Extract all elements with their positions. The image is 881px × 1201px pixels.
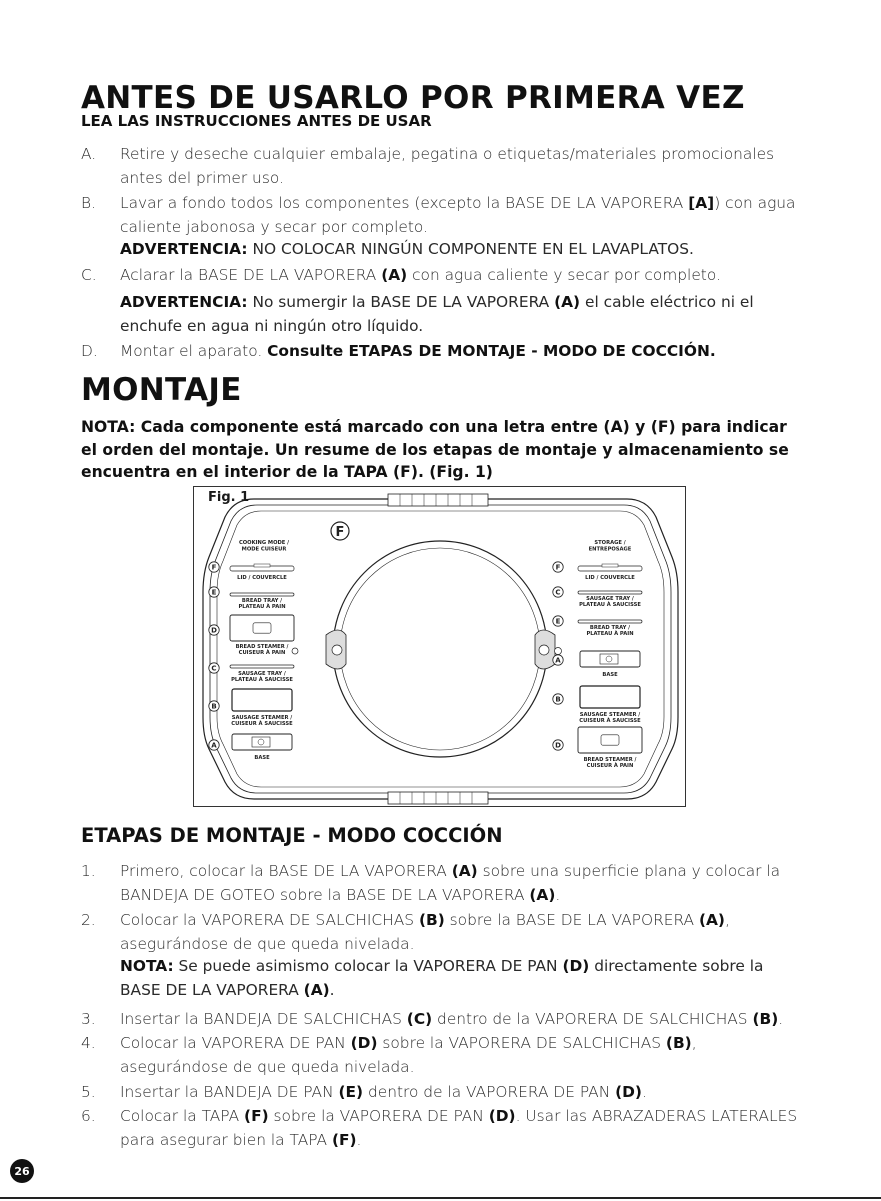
left-bread-tray-label: PLATEAU À PAIN: [238, 604, 286, 610]
left-sausage-tray-label: SAUSAGE TRAY /: [238, 671, 286, 677]
warning-immersion: ADVERTENCIA: No sumergir la BASE DE LA VAPORERA (A) el cable eléctrico ni el enchufe en agua ni ningún otro líquido.: [120, 293, 754, 335]
step-number: 2.: [81, 911, 96, 929]
letter-badge-text: C: [555, 588, 561, 597]
letter-badge-text: D: [211, 626, 217, 635]
letter-badge-text: E: [555, 617, 561, 626]
montaje-note: NOTA: Cada componente está marcado con una letra entre (A) y (F) para indicar el orden del montaje. Un resume de los etapas de montaje y almacenamiento se encuentra en el interior de la TAPA (F). (Fig. 1): [81, 418, 789, 481]
right-sausage-steamer-label: SAUSAGE STEAMER /: [579, 712, 641, 718]
small-circle: [292, 648, 298, 654]
montaje-title: MONTAJE: [81, 372, 242, 408]
left-sausage-steamer-label: SAUSAGE STEAMER /: [231, 715, 293, 721]
power-icon: [606, 656, 612, 662]
step-note: NOTA: Se puede asimismo colocar la VAPORERA DE PAN (D) directamente sobre la BASE DE LA VAPORERA (A).: [120, 957, 764, 999]
lid-handle: [254, 564, 270, 567]
warning-dishwasher: ADVERTENCIA: NO COLOCAR NINGÚN COMPONENTE EN EL LAVAPLATOS.: [120, 240, 694, 258]
right-sausage-steamer-label: CUISEUR À SAUCISSE: [579, 718, 641, 724]
assembly-diagram: [194, 487, 687, 808]
small-circle: [555, 648, 562, 655]
step-number: 5.: [81, 1083, 96, 1101]
left-sausage-steamer-label: CUISEUR À SAUCISSE: [231, 721, 293, 727]
lid-handle: [602, 564, 618, 567]
left-column-title: MODE CUISEUR: [241, 546, 287, 553]
right-base-label: BASE: [602, 672, 618, 678]
letter-badge-text: D: [555, 741, 561, 750]
step-text: Colocar la VAPORERA DE SALCHICHAS (B) sobre la BASE DE LA VAPORERA (A), asegurándose de que queda nivelada.: [120, 911, 730, 953]
assembly-step-1: [81, 860, 801, 907]
steamer-window: [601, 735, 619, 745]
left-sausage-tray-label: PLATEAU À SAUCISSE: [231, 677, 293, 683]
center-letter: F: [335, 525, 345, 540]
letter-badge-text: B: [211, 702, 217, 711]
letter-badge-text: A: [211, 741, 217, 750]
right-bread-steamer-label: CUISEUR À PAIN: [586, 763, 634, 769]
assembly-step-5: [81, 1081, 801, 1105]
page-title: ANTES DE USARLO POR PRIMERA VEZ: [81, 80, 745, 116]
power-icon: [258, 739, 264, 745]
bottom-rule: [0, 1197, 881, 1199]
assembly-figure: [193, 486, 686, 807]
letter-badge-text: C: [211, 664, 217, 673]
step-number: 4.: [81, 1034, 96, 1052]
letter-badge-text: F: [211, 563, 217, 572]
letter-badge-text: E: [211, 588, 217, 597]
right-sausage-tray-label: SAUSAGE TRAY /: [586, 596, 634, 602]
left-bread-steamer-label: CUISEUR À PAIN: [238, 650, 286, 656]
first-use-item-b: B. Lavar a fondo todos los componentes (excepto la BASE DE LA VAPORERA [A]) con agua caliente jabonosa y secar por completo.: [81, 194, 796, 236]
tray-shape: [230, 593, 294, 596]
step-text: Insertar la BANDEJA DE SALCHICHAS (C) dentro de la VAPORERA DE SALCHICHAS (B).: [120, 1010, 784, 1028]
step-text: Colocar la VAPORERA DE PAN (D) sobre la VAPORERA DE SALCHICHAS (B), asegurándose de que queda nivelada.: [120, 1034, 697, 1076]
assembly-step-2: [81, 909, 801, 956]
figure-label: Fig. 1: [208, 490, 250, 505]
first-use-item-c: C. Aclarar la BASE DE LA VAPORERA (A) con agua caliente y secar por completo.: [81, 266, 721, 284]
letter-badge-text: F: [555, 563, 561, 572]
letter-badge-text: B: [555, 695, 561, 704]
left-bread-tray-label: BREAD TRAY /: [241, 598, 283, 604]
right-column-title: ENTREPOSAGE: [588, 546, 632, 553]
right-column-title: STORAGE /: [594, 540, 626, 546]
first-use-item-a: A. Retire y deseche cualquier embalaje, pegatina o etiquetas/materiales promocionales antes del primer uso.: [81, 145, 775, 187]
left-bread-steamer-label: BREAD STEAMER /: [235, 644, 289, 650]
first-use-item-d: D. Montar el aparato. Consulte ETAPAS DE MONTAJE - MODO DE COCCIÓN.: [81, 342, 716, 360]
sausage-steamer-shape: [232, 689, 292, 711]
assembly-step-3: [81, 1008, 801, 1032]
right-lid-label: LID / COUVERCLE: [585, 575, 635, 581]
right-bread-tray-label: PLATEAU À PAIN: [586, 631, 634, 637]
left-base-label: BASE: [254, 755, 270, 761]
tray-shape: [578, 620, 642, 623]
right-bread-steamer-label: BREAD STEAMER /: [583, 757, 637, 763]
step-text: Insertar la BANDEJA DE PAN (E) dentro de la VAPORERA DE PAN (D).: [120, 1083, 647, 1101]
assembly-step-4: [81, 1032, 801, 1079]
tray-shape: [230, 665, 294, 668]
step-text: Colocar la TAPA (F) sobre la VAPORERA DE PAN (D). Usar las ABRAZADERAS LATERALES para asegurar bien la TAPA (F).: [120, 1107, 798, 1149]
assembly-step-6: [81, 1105, 801, 1152]
step-number: 1.: [81, 862, 96, 880]
letter-badge-text: A: [555, 656, 561, 665]
step-number: 3.: [81, 1010, 96, 1028]
steamer-window: [253, 623, 271, 633]
step-number: 6.: [81, 1107, 96, 1125]
steps-title: ETAPAS DE MONTAJE - MODO COCCIÓN: [81, 824, 503, 847]
right-sausage-tray-label: PLATEAU À SAUCISSE: [579, 602, 641, 608]
right-bread-tray-label: BREAD TRAY /: [589, 625, 631, 631]
left-lid-label: LID / COUVERCLE: [237, 575, 287, 581]
page-number: 26: [10, 1159, 34, 1183]
tray-shape: [578, 591, 642, 594]
sausage-steamer-shape: [580, 686, 640, 708]
step-text: Primero, colocar la BASE DE LA VAPORERA (A) sobre una superficie plana y colocar la BANDEJA DE GOTEO sobre la BASE DE LA VAPORERA (A).: [120, 862, 781, 904]
page-subtitle: LEA LAS INSTRUCCIONES ANTES DE USAR: [81, 112, 432, 130]
left-column-title: COOKING MODE /: [238, 540, 290, 546]
